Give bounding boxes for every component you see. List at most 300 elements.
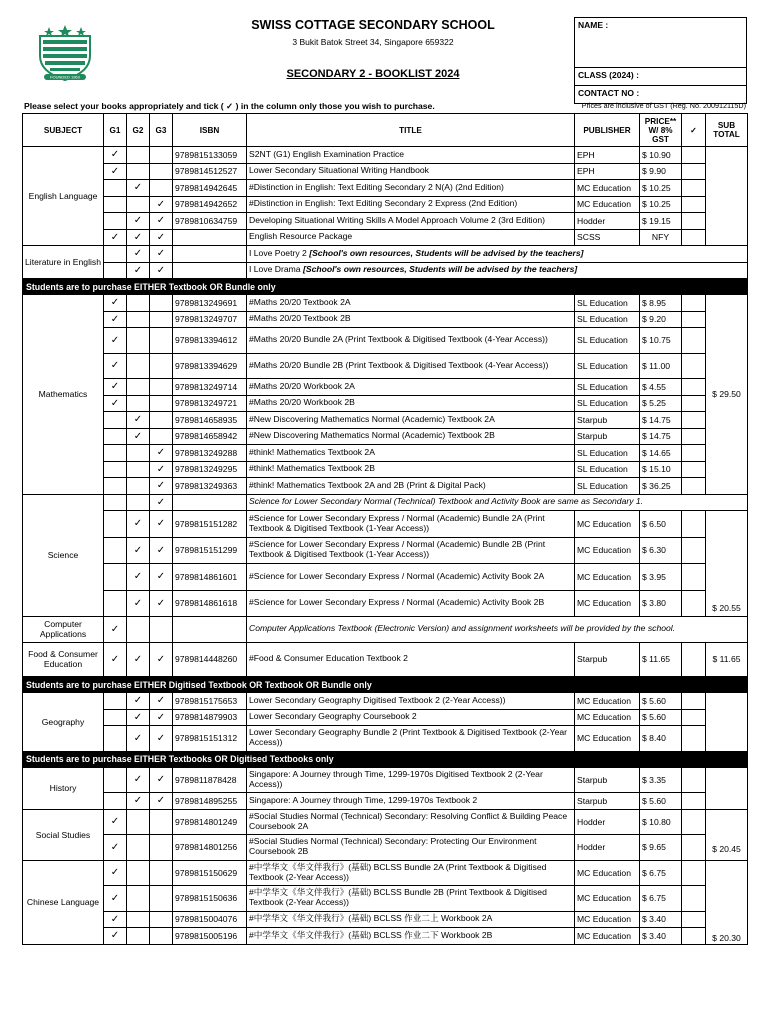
table-row [23,886,748,912]
g3-cell [150,428,173,445]
col-title: TITLE [247,114,575,147]
g3-cell [150,311,173,328]
subtotal-cell [706,147,748,246]
g3-tick: ✓ [150,511,173,538]
publisher-cell: MC Education [575,911,640,928]
publisher-cell: Starpub [575,642,640,677]
subject-chinese: Chinese Language [23,860,104,944]
table-row [23,809,748,835]
school-name: SWISS COTTAGE SECONDARY SCHOOL [251,18,495,32]
title-cell: Singapore: A Journey through Time, 1299-1970s Textbook 2 [247,793,575,810]
title-cell: #中学华文《华文伴我行》(基础) BCLSS 作业二下 Workbook 2B [247,928,575,945]
price-cell: $ 3.40 [640,911,682,928]
table-row [23,428,748,445]
booklist-table [22,113,748,945]
g1-cell [104,478,127,495]
publisher-cell: MC Education [575,886,640,912]
table-row [23,793,748,810]
g3-tick: ✓ [150,642,173,677]
g1-cell [104,693,127,710]
g1-tick: ✓ [104,809,127,835]
price-cell: $ 36.25 [640,478,682,495]
purchase-tick-box[interactable] [682,693,706,710]
name-field[interactable]: NAME : [575,18,746,68]
banner-row [23,751,748,767]
g1-cell [104,793,127,810]
g1-tick: ✓ [104,328,127,354]
subject-history: History [23,767,104,809]
publisher-cell: MC Education [575,860,640,886]
table-row [23,262,748,279]
price-cell: $ 14.75 [640,428,682,445]
subject-social-studies: Social Studies [23,809,104,860]
g2-cell [127,617,150,643]
title-cell: English Resource Package [247,229,575,246]
g1-tick: ✓ [104,147,127,164]
booklist-title: SECONDARY 2 - BOOKLIST 2024 [286,68,460,80]
isbn-cell: 9789813249691 [173,295,247,312]
resource-note: [School's own resources, Students will be advised by the teachers] [309,247,584,258]
table-row [23,835,748,861]
publisher-cell: Hodder [575,809,640,835]
table-row [23,395,748,412]
g3-tick: ✓ [150,793,173,810]
isbn-cell: 9789815004076 [173,911,247,928]
purchase-tick-box[interactable] [682,180,706,197]
purchase-tick-box[interactable] [682,295,706,312]
g2-tick: ✓ [127,642,150,677]
table-row [23,213,748,230]
publisher-cell: SL Education [575,328,640,354]
instruction-text: Please select your books appropriately and tick ( ✓ ) in the column only those you wish to purchase. [24,101,435,111]
table-row [23,564,748,591]
g3-cell [150,911,173,928]
purchase-tick-box[interactable] [682,886,706,912]
g3-cell [150,295,173,312]
g2-cell [127,311,150,328]
table-row [23,860,748,886]
g2-tick: ✓ [127,709,150,726]
table-row [23,709,748,726]
purchase-tick-box[interactable] [682,353,706,379]
title-cell: #New Discovering Mathematics Normal (Academic) Textbook 2B [247,428,575,445]
price-cell: $ 3.80 [640,590,682,617]
purchase-tick-box[interactable] [682,928,706,945]
g1-tick: ✓ [104,295,127,312]
publisher-cell: EPH [575,163,640,180]
title-cell [247,262,748,279]
g1-cell [104,461,127,478]
isbn-cell: 9789814801249 [173,809,247,835]
publisher-cell: Starpub [575,767,640,793]
price-cell: $ 6.50 [640,511,682,538]
g2-cell [127,328,150,354]
price-cell: $ 10.25 [640,196,682,213]
price-cell: NFY [640,229,682,246]
subtotal-cell [706,767,748,809]
g2-cell [127,353,150,379]
table-row [23,726,748,752]
price-cell: $ 8.95 [640,295,682,312]
purchase-tick-box[interactable] [682,213,706,230]
table-row [23,353,748,379]
title-cell: #Social Studies Normal (Technical) Secondary: Resolving Conflict & Building Peace Coursebook 2A [247,809,575,835]
isbn-cell [173,494,247,511]
isbn-cell: 9789814801256 [173,835,247,861]
purchase-tick-box[interactable] [682,478,706,495]
g1-cell [104,726,127,752]
student-info-box [574,17,747,104]
g1-tick: ✓ [104,617,127,643]
isbn-cell: 9789813394629 [173,353,247,379]
price-cell: $ 5.60 [640,793,682,810]
g3-tick: ✓ [150,767,173,793]
banner-geo: Students are to purchase EITHER Digitised Textbook OR Textbook OR Bundle only [23,677,748,693]
g1-cell [104,590,127,617]
purchase-tick-box[interactable] [682,709,706,726]
table-row [23,693,748,710]
title-cell: Lower Secondary Geography Digitised Textbook 2 (2-Year Access)) [247,693,575,710]
purchase-tick-box[interactable] [682,428,706,445]
g3-cell [150,835,173,861]
purchase-tick-box[interactable] [682,793,706,810]
title-cell [247,246,748,263]
publisher-cell: SL Education [575,295,640,312]
g2-tick: ✓ [127,564,150,591]
table-row [23,180,748,197]
g1-tick: ✓ [104,928,127,945]
price-cell: $ 10.25 [640,180,682,197]
g2-cell [127,860,150,886]
purchase-tick-box[interactable] [682,412,706,429]
purchase-tick-box[interactable] [682,860,706,886]
purchase-tick-box[interactable] [682,809,706,835]
price-cell: $ 6.75 [640,860,682,886]
isbn-cell: 9789814512527 [173,163,247,180]
g2-cell [127,445,150,462]
price-cell: $ 3.40 [640,928,682,945]
publisher-cell: MC Education [575,726,640,752]
publisher-cell: MC Education [575,564,640,591]
publisher-cell: MC Education [575,180,640,197]
g2-cell [127,911,150,928]
isbn-cell: 9789813249288 [173,445,247,462]
col-g3: G3 [150,114,173,147]
school-address: 3 Bukit Batok Street 34, Singapore 659322 [292,37,454,47]
publisher-cell: Starpub [575,412,640,429]
isbn-cell [173,617,247,643]
subject-computer: Computer Applications [23,617,104,643]
g3-tick: ✓ [150,478,173,495]
g1-cell [104,494,127,511]
g1-tick: ✓ [104,860,127,886]
purchase-tick-box[interactable] [682,163,706,180]
publisher-cell: Starpub [575,428,640,445]
g3-tick: ✓ [150,262,173,279]
g2-tick: ✓ [127,180,150,197]
g2-tick: ✓ [127,213,150,230]
purchase-tick-box[interactable] [682,229,706,246]
title-cell: Developing Situational Writing Skills A Model Approach Volume 2 (3rd Edition) [247,213,575,230]
isbn-cell: 9789811878428 [173,767,247,793]
title-cell: Singapore: A Journey through Time, 1299-1970s Digitised Textbook 2 (2-Year Access)) [247,767,575,793]
class-field[interactable]: CLASS (2024) : [575,68,746,86]
subject-fce: Food & Consumer Education [23,642,104,677]
publisher-cell: MC Education [575,511,640,538]
isbn-cell: 9789814942645 [173,180,247,197]
col-tick: ✓ [682,114,706,147]
g3-cell [150,379,173,396]
science-note: Science for Lower Secondary Normal (Technical) Textbook and Activity Book are same as Secondary 1. [247,494,748,511]
g3-cell [150,860,173,886]
g1-cell [104,196,127,213]
isbn-cell: 9789815151282 [173,511,247,538]
publisher-cell: Hodder [575,213,640,230]
purchase-tick-box[interactable] [682,767,706,793]
page-header [0,0,768,112]
col-g1: G1 [104,114,127,147]
contact-field[interactable]: CONTACT NO : [578,88,640,98]
table-row [23,379,748,396]
g1-tick: ✓ [104,353,127,379]
table-row [23,511,748,538]
publisher-cell: MC Education [575,196,640,213]
table-row [23,617,748,643]
g2-tick: ✓ [127,726,150,752]
isbn-cell: 9789813249295 [173,461,247,478]
isbn-cell [173,246,247,263]
price-cell: $ 6.75 [640,886,682,912]
isbn-cell: 9789810634759 [173,213,247,230]
purchase-tick-box[interactable] [682,311,706,328]
price-cell: $ 9.20 [640,311,682,328]
title-cell: #think! Mathematics Textbook 2A [247,445,575,462]
price-cell: $ 10.90 [640,147,682,164]
g1-tick: ✓ [104,311,127,328]
g1-cell [104,412,127,429]
g2-tick: ✓ [127,262,150,279]
table-row [23,767,748,793]
isbn-cell: 9789814861618 [173,590,247,617]
price-cell: $ 9.90 [640,163,682,180]
isbn-cell: 9789815151299 [173,537,247,564]
g1-tick: ✓ [104,229,127,246]
g2-tick: ✓ [127,793,150,810]
g1-cell [104,445,127,462]
g1-cell [104,246,127,263]
purchase-tick-box[interactable] [682,835,706,861]
purchase-tick-box[interactable] [682,395,706,412]
isbn-cell: 9789814448260 [173,642,247,677]
subtotal-cell: $ 29.50 [706,295,748,495]
isbn-cell: 9789815150629 [173,860,247,886]
publisher-cell: SL Education [575,311,640,328]
price-cell: $ 10.75 [640,328,682,354]
g1-tick: ✓ [104,379,127,396]
purchase-tick-box[interactable] [682,911,706,928]
g3-cell [150,147,173,164]
purchase-tick-box[interactable] [682,726,706,752]
subject-mathematics: Mathematics [23,295,104,495]
title-cell: #Food & Consumer Education Textbook 2 [247,642,575,677]
price-cell: $ 11.65 [640,642,682,677]
g3-cell [150,617,173,643]
g2-tick: ✓ [127,511,150,538]
g3-tick: ✓ [150,229,173,246]
subtotal-cell [706,693,748,752]
g2-cell [127,494,150,511]
title-cell: #Maths 20/20 Workbook 2B [247,395,575,412]
isbn-cell: 9789814658942 [173,428,247,445]
isbn-cell: 9789815175653 [173,693,247,710]
table-row [23,328,748,354]
g3-tick: ✓ [150,445,173,462]
price-cell: $ 6.30 [640,537,682,564]
g3-tick: ✓ [150,726,173,752]
col-subject: SUBJECT [23,114,104,147]
g2-tick: ✓ [127,590,150,617]
g3-cell [150,412,173,429]
title-cell: Lower Secondary Geography Bundle 2 (Print Textbook & Digitised Textbook (2-Year Access)) [247,726,575,752]
price-cell: $ 14.75 [640,412,682,429]
g2-cell [127,809,150,835]
price-cell: $ 19.15 [640,213,682,230]
table-row [23,412,748,429]
g1-cell [104,564,127,591]
title-cell: #Distinction in English: Text Editing Secondary 2 N(A) (2nd Edition) [247,180,575,197]
g2-tick: ✓ [127,246,150,263]
publisher-cell: SL Education [575,445,640,462]
g3-tick: ✓ [150,494,173,511]
g1-tick: ✓ [104,642,127,677]
g1-tick: ✓ [104,395,127,412]
isbn-cell: 9789813249707 [173,311,247,328]
purchase-tick-box[interactable] [682,564,706,591]
banner-row [23,677,748,693]
resource-note: [School's own resources, Students will be advised by the teachers] [302,264,578,275]
g2-tick: ✓ [127,428,150,445]
isbn-cell: 9789815150636 [173,886,247,912]
g3-tick: ✓ [150,196,173,213]
purchase-tick-box[interactable] [682,379,706,396]
title-cell: #Distinction in English: Text Editing Secondary 2 Express (2nd Edition) [247,196,575,213]
g1-tick: ✓ [104,886,127,912]
isbn-cell: 9789813249363 [173,478,247,495]
g2-cell [127,295,150,312]
publisher-cell: Starpub [575,793,640,810]
purchase-tick-box[interactable] [682,642,706,677]
g3-cell [150,886,173,912]
purchase-tick-box[interactable] [682,196,706,213]
isbn-cell: 9789815133059 [173,147,247,164]
isbn-cell: 9789813249721 [173,395,247,412]
g3-tick: ✓ [150,246,173,263]
publisher-cell: SL Education [575,353,640,379]
g2-tick: ✓ [127,229,150,246]
g1-tick: ✓ [104,163,127,180]
subject-science: Science [23,494,104,617]
price-cell: $ 3.35 [640,767,682,793]
gst-note: Prices are inclusive of GST (Reg. No. 200912115D) [581,101,746,110]
publisher-cell: MC Education [575,537,640,564]
price-cell: $ 10.80 [640,809,682,835]
title-cell: #Maths 20/20 Workbook 2A [247,379,575,396]
isbn-cell [173,262,247,279]
title-text: I Love Poetry 2 [249,247,307,258]
g1-cell [104,511,127,538]
g2-tick: ✓ [127,693,150,710]
publisher-cell: Hodder [575,835,640,861]
price-cell: $ 15.10 [640,461,682,478]
purchase-tick-box[interactable] [682,328,706,354]
price-cell: $ 5.60 [640,693,682,710]
table-row [23,445,748,462]
table-row [23,590,748,617]
g3-cell [150,163,173,180]
title-cell: #中学华文《华文伴我行》(基础) BCLSS Bundle 2B (Print Textbook & Digitised Textbook (2-Year Access)) [247,886,575,912]
g1-tick: ✓ [104,911,127,928]
g2-cell [127,147,150,164]
subtotal-cell: $ 11.65 [706,642,748,677]
purchase-tick-box[interactable] [682,511,706,538]
g2-cell [127,478,150,495]
purchase-tick-box[interactable] [682,461,706,478]
g2-cell [127,379,150,396]
purchase-tick-box[interactable] [682,445,706,462]
title-cell: Lower Secondary Geography Coursebook 2 [247,709,575,726]
computer-note: Computer Applications Textbook (Electronic Version) and assignment worksheets will be provided by the school. [247,617,748,643]
g3-tick: ✓ [150,461,173,478]
purchase-tick-box[interactable] [682,537,706,564]
g1-cell [104,213,127,230]
g2-tick: ✓ [127,767,150,793]
isbn-cell: 9789814895255 [173,793,247,810]
subtotal-cell: $ 20.45 [706,809,748,860]
g3-tick: ✓ [150,564,173,591]
g1-cell [104,537,127,564]
publisher-cell: SL Education [575,478,640,495]
title-cell: #Maths 20/20 Textbook 2B [247,311,575,328]
title-cell: #中学华文《华文伴我行》(基础) BCLSS Bundle 2A (Print Textbook & Digitised Textbook (2-Year Access)) [247,860,575,886]
isbn-cell: 9789813249714 [173,379,247,396]
publisher-cell: MC Education [575,590,640,617]
title-cell: #think! Mathematics Textbook 2A and 2B (Print & Digital Pack) [247,478,575,495]
svg-text:FOUNDED 1963: FOUNDED 1963 [50,74,80,80]
title-cell: #Maths 20/20 Bundle 2A (Print Textbook & Digitised Textbook (4-Year Access)) [247,328,575,354]
title-text: I Love Drama [249,264,301,275]
price-cell: $ 11.00 [640,353,682,379]
title-cell: #中学华文《华文伴我行》(基础) BCLSS 作业二上 Workbook 2A [247,911,575,928]
price-cell: $ 4.55 [640,379,682,396]
g3-cell [150,809,173,835]
subject-literature: Literature in English [23,246,104,279]
isbn-cell: 9789814861601 [173,564,247,591]
table-row [23,461,748,478]
purchase-tick-box[interactable] [682,590,706,617]
title-cell: #Maths 20/20 Textbook 2A [247,295,575,312]
title-cell: #Science for Lower Secondary Express / Normal (Academic) Activity Book 2A [247,564,575,591]
g2-cell [127,395,150,412]
g3-cell [150,180,173,197]
g2-cell [127,928,150,945]
g1-cell [104,428,127,445]
isbn-cell [173,229,247,246]
publisher-cell: SL Education [575,395,640,412]
isbn-cell: 9789814658935 [173,412,247,429]
subject-english: English Language [23,147,104,246]
purchase-tick-box[interactable] [682,147,706,164]
table-row [23,928,748,945]
